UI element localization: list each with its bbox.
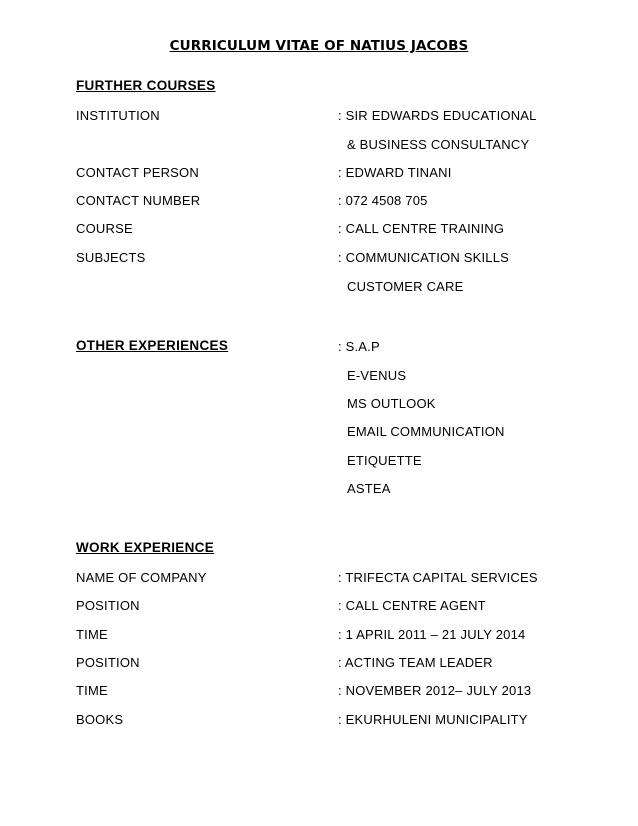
position-value — [338, 598, 486, 613]
time-value-text: NOVEMBER 2012– JULY 2013 — [345, 683, 532, 698]
time-value-text: 1 APRIL 2011 – 21 JULY 2014 — [345, 627, 526, 642]
course-label: COURSE — [76, 221, 133, 236]
position-value-text: CALL CENTRE AGENT — [345, 598, 486, 613]
contact-person-label: CONTACT PERSON — [76, 165, 199, 180]
books-value — [338, 712, 528, 727]
institution-value-cont: & BUSINESS CONSULTANCY — [347, 137, 530, 152]
other-experiences-value-text: S.A.P — [345, 339, 380, 354]
company-name-value-text: TRIFECTA CAPITAL SERVICES — [345, 570, 538, 585]
position-label: POSITION — [76, 655, 140, 670]
institution-label: INSTITUTION — [76, 108, 160, 123]
other-experience-item: EMAIL COMMUNICATION — [347, 424, 505, 439]
contact-number-label: CONTACT NUMBER — [76, 193, 201, 208]
page-title: CURRICULUM VITAE OF NATIUS JACOBS — [169, 38, 469, 54]
other-experience-item: E-VENUS — [347, 368, 407, 383]
contact-person-value-text: EDWARD TINANI — [345, 165, 452, 180]
work-experience-heading: WORK EXPERIENCE — [76, 540, 215, 555]
other-experience-item: ETIQUETTE — [347, 453, 422, 468]
position-label: POSITION — [76, 598, 140, 613]
time-label: TIME — [76, 683, 108, 698]
subjects-value-text: COMMUNICATION SKILLS — [345, 250, 510, 265]
institution-value — [338, 108, 537, 123]
institution-value-text: SIR EDWARDS EDUCATIONAL — [345, 108, 537, 123]
books-value-text: EKURHULENI MUNICIPALITY — [345, 712, 528, 727]
contact-person-value — [338, 165, 452, 180]
subjects-value — [338, 250, 509, 265]
further-courses-heading: FURTHER COURSES — [76, 78, 216, 93]
position-value — [338, 655, 493, 670]
subjects-label: SUBJECTS — [76, 250, 146, 265]
contact-number-value — [338, 193, 428, 208]
company-name-label: NAME OF COMPANY — [76, 570, 207, 585]
other-experience-item: MS OUTLOOK — [347, 396, 436, 411]
company-name-value — [338, 570, 538, 585]
subjects-value-cont: CUSTOMER CARE — [347, 279, 464, 294]
course-value-text: CALL CENTRE TRAINING — [345, 221, 505, 236]
course-value — [338, 221, 504, 236]
books-label: BOOKS — [76, 712, 124, 727]
contact-number-value-text: 072 4508 705 — [345, 193, 428, 208]
other-experiences-heading: OTHER EXPERIENCES — [76, 338, 229, 353]
time-value — [338, 683, 531, 698]
time-value — [338, 627, 525, 642]
other-experiences-value — [338, 339, 380, 354]
time-label: TIME — [76, 627, 108, 642]
position-value-text: ACTING TEAM LEADER — [344, 655, 493, 670]
other-experience-item: ASTEA — [347, 481, 391, 496]
